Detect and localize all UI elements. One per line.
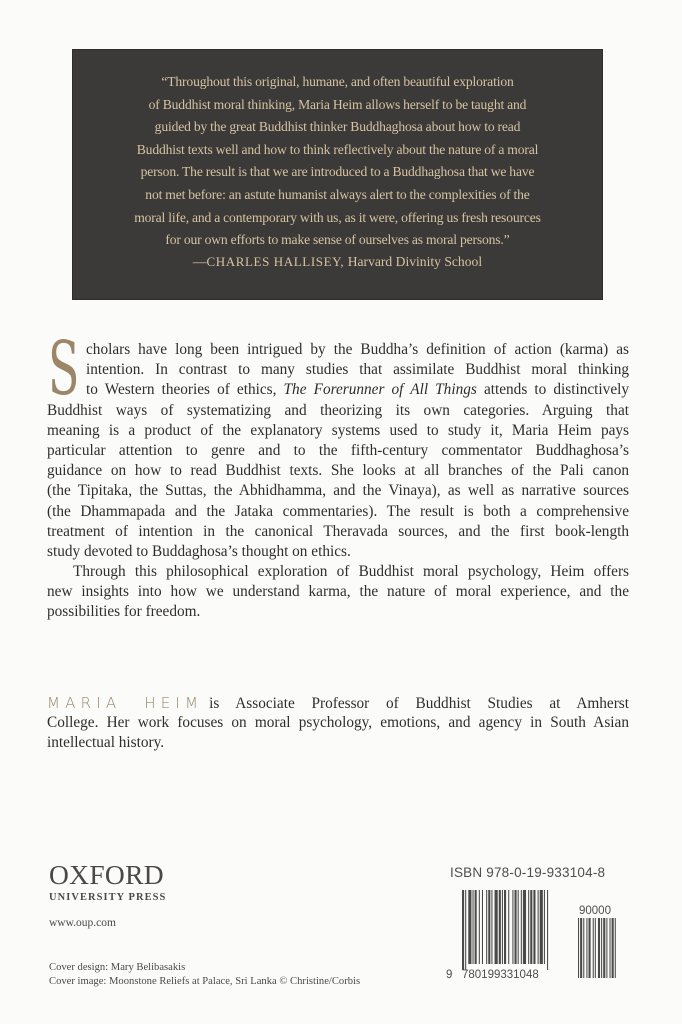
barcode-addon-bar bbox=[601, 918, 602, 978]
bio-line bbox=[47, 693, 629, 713]
description-line-end: attends to distinctively bbox=[476, 381, 630, 399]
barcode-bar bbox=[473, 890, 474, 964]
barcode-bar bbox=[538, 890, 539, 964]
attribution-dash: — bbox=[192, 254, 207, 269]
barcode-bar bbox=[521, 890, 522, 964]
barcode-bar bbox=[533, 890, 535, 964]
bio-line-start: is Associate Professor of Buddhist Studies at Amherst bbox=[209, 695, 629, 712]
description-line: Through this philosophical exploration of Buddhist moral psychology, Heim offers bbox=[73, 563, 629, 581]
barcode-addon-bar bbox=[578, 918, 579, 978]
quote-line: for our own efforts to make sense of ourselves as moral persons.” bbox=[165, 232, 510, 248]
barcode-bars-main bbox=[462, 890, 548, 970]
book-title: The Forerunner of All Things bbox=[283, 381, 477, 399]
barcode-addon-bar bbox=[580, 918, 582, 978]
description-line: particular attention to genre and to the fifth-century commentator Buddhaghosa’s bbox=[47, 441, 629, 459]
barcode-bar bbox=[486, 890, 487, 964]
description-line: (the Tipitaka, the Suttas, the Abhidhamma, and the Vinaya), as well as narrative sources bbox=[47, 482, 629, 500]
barcode-addon-bar bbox=[610, 918, 611, 978]
publisher-url: www.oup.com bbox=[49, 917, 116, 929]
barcode-addon-bar bbox=[595, 918, 596, 978]
barcode-bar bbox=[547, 890, 548, 970]
barcode-bar bbox=[468, 890, 471, 964]
barcode-bar bbox=[462, 890, 464, 970]
quote-line: moral life, and a contemporary with us, as it were, offering us fresh resources bbox=[134, 209, 541, 225]
barcode-bar bbox=[491, 890, 492, 964]
barcode-bar bbox=[530, 890, 532, 964]
barcode-bars-addon bbox=[578, 918, 616, 978]
barcode-lead-digit: 9 bbox=[446, 969, 453, 981]
barcode-bar bbox=[512, 890, 513, 964]
author-bio bbox=[47, 693, 629, 754]
barcode-addon-bar bbox=[586, 918, 587, 978]
drop-cap: S bbox=[48, 326, 80, 412]
barcode-bar bbox=[515, 890, 517, 964]
barcode-bar bbox=[504, 890, 506, 964]
barcode-addon-bar bbox=[593, 918, 594, 978]
quote-line: “Throughout this original, humane, and often beautiful exploration bbox=[161, 74, 514, 89]
book-description bbox=[47, 326, 630, 623]
quote-line: person. The result is that we are introduced to a Buddhaghosa that we have bbox=[140, 164, 535, 180]
barcode-addon-bar bbox=[603, 918, 605, 978]
description-line: new insights into how we understand karma, the nature of moral experience, and the bbox=[47, 583, 629, 601]
description-line bbox=[86, 380, 629, 400]
barcode-bar bbox=[482, 890, 483, 964]
barcode-bar bbox=[528, 890, 529, 964]
description-line: treatment of intention in the canonical Theravada sources, and the first book-length bbox=[47, 522, 629, 540]
cover-image-credit: Cover image: Moonstone Reliefs at Palace, Sri Lanka © Christine/Corbis bbox=[49, 976, 361, 987]
price-code: 90000 bbox=[579, 905, 611, 917]
publisher-name: OXFORD bbox=[49, 859, 164, 890]
author-name: MARIA HEIM bbox=[47, 694, 204, 712]
quote-line: of Buddhist moral thinking, Maria Heim allows herself to be taught and bbox=[148, 96, 527, 112]
praise-quote-box bbox=[72, 49, 603, 300]
bio-line: College. Her work focuses on moral psychology, emotions, and agency in South Asian bbox=[47, 714, 629, 732]
description-line: possibilities for freedom. bbox=[47, 603, 201, 621]
cover-credits bbox=[49, 961, 360, 989]
publisher-logo bbox=[49, 861, 166, 903]
description-line: cholars have long been intrigued by the Buddha’s definition of action (karma) as bbox=[86, 341, 629, 358]
barcode-bar bbox=[508, 890, 509, 964]
barcode-bar bbox=[544, 890, 545, 964]
quote-line: Buddhist texts well and how to think reflectively about the nature of a moral bbox=[136, 141, 539, 157]
barcode-bar bbox=[495, 890, 498, 964]
barcode-addon-bar bbox=[589, 918, 591, 978]
description-line: Buddhist ways of systematizing and theorizing its own categories. Arguing that bbox=[47, 401, 629, 419]
bio-line: intellectual history. bbox=[47, 734, 165, 752]
barcode-addon-bar bbox=[583, 918, 584, 978]
quote-line: not met before: an astute humanist always alert to the complexities of the bbox=[145, 186, 530, 202]
barcode-bar bbox=[518, 890, 519, 964]
description-line: (the Dhammapada and the Jataka commentaries). The result is both a comprehensive bbox=[47, 502, 629, 520]
isbn-label: ISBN 978-0-19-933104-8 bbox=[450, 865, 606, 880]
praise-quote bbox=[86, 71, 589, 252]
barcode-bar bbox=[502, 890, 503, 964]
barcode-addon-bar bbox=[606, 918, 607, 978]
description-line: intention. In contrast to many studies that assimilate Buddhist moral thinking bbox=[86, 361, 629, 379]
quote-attribution bbox=[72, 254, 603, 270]
barcode-addon-bar bbox=[615, 918, 616, 978]
attribution-name: CHARLES HALLISEY, bbox=[206, 254, 345, 269]
barcode-bar bbox=[479, 890, 480, 964]
description-line: meaning is a product of the explanatory systems used to study it, Maria Heim pays bbox=[47, 421, 629, 439]
barcode-digits: 780199331048 bbox=[462, 969, 539, 981]
description-line-start: to Western theories of ethics, bbox=[86, 381, 284, 399]
barcode-bar bbox=[488, 890, 490, 964]
quote-line: guided by the great Buddhist thinker Buddhaghosa about how to read bbox=[154, 119, 521, 135]
barcode-bar bbox=[465, 890, 466, 970]
barcode-addon-bar bbox=[612, 918, 614, 978]
description-line: study devoted to Buddaghosa’s thought on ethics. bbox=[47, 542, 351, 560]
publisher-subtitle: UNIVERSITY PRESS bbox=[49, 892, 167, 903]
barcode bbox=[440, 890, 640, 982]
barcode-bar bbox=[523, 890, 526, 964]
attribution-affiliation: Harvard Divinity School bbox=[344, 254, 483, 269]
description-line: guidance on how to read Buddhist texts. She looks at all branches of the Pali canon bbox=[47, 462, 629, 480]
barcode-bar bbox=[475, 890, 477, 964]
barcode-bar bbox=[540, 890, 543, 964]
barcode-bar bbox=[499, 890, 501, 964]
barcode-addon-bar bbox=[598, 918, 600, 978]
cover-design-credit: Cover design: Mary Belibasakis bbox=[49, 962, 186, 973]
